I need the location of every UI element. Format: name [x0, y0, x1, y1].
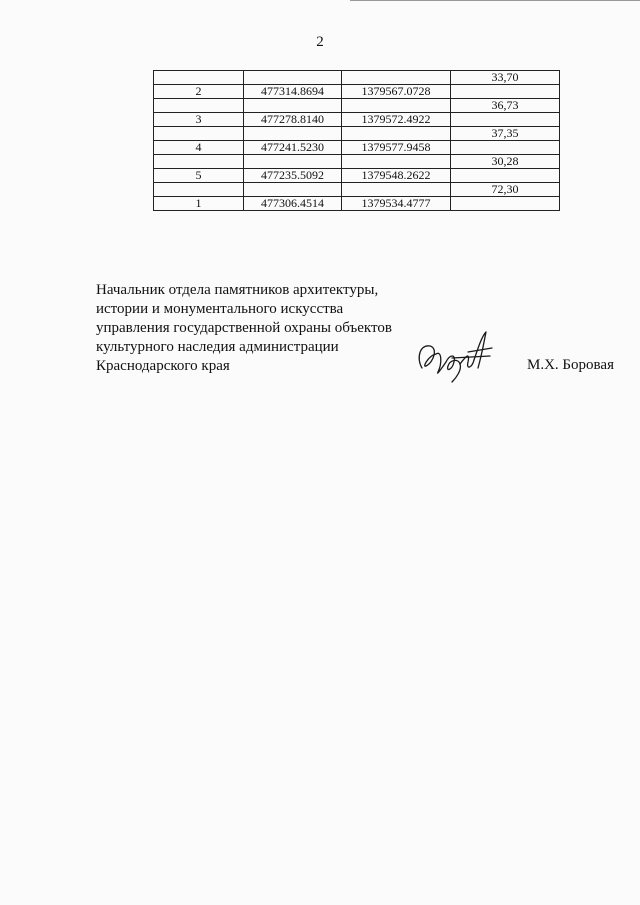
table-cell-len: 37,35 [451, 127, 560, 141]
table-row [154, 99, 560, 113]
table-cell-y [342, 127, 451, 141]
table-row [154, 169, 560, 183]
table-cell-x: 477241.5230 [244, 141, 342, 155]
table-row [154, 141, 560, 155]
table-cell-len: 33,70 [451, 71, 560, 85]
table-row [154, 85, 560, 99]
table-cell-len: 30,28 [451, 155, 560, 169]
table-cell-x: 477306.4514 [244, 197, 342, 211]
table-cell-num [154, 99, 244, 113]
table-cell-len [451, 169, 560, 183]
table-cell-num: 5 [154, 169, 244, 183]
table-cell-y [342, 183, 451, 197]
signatory-title-line: управления государственной охраны объектов [96, 320, 392, 336]
table-cell-y [342, 155, 451, 169]
table-cell-len: 36,73 [451, 99, 560, 113]
table-row [154, 113, 560, 127]
table-row [154, 71, 560, 85]
table-cell-y: 1379572.4922 [342, 113, 451, 127]
table-cell-x [244, 155, 342, 169]
table-cell-y [342, 99, 451, 113]
table-cell-len [451, 85, 560, 99]
table-cell-y [342, 71, 451, 85]
table-row [154, 183, 560, 197]
table-cell-num [154, 71, 244, 85]
table-cell-y: 1379577.9458 [342, 141, 451, 155]
page-number: 2 [316, 34, 324, 50]
table-cell-len [451, 141, 560, 155]
table-cell-num: 3 [154, 113, 244, 127]
table-cell-len [451, 113, 560, 127]
table-cell-num [154, 155, 244, 169]
table-cell-num: 2 [154, 85, 244, 99]
table-cell-y: 1379534.4777 [342, 197, 451, 211]
table-cell-y: 1379548.2622 [342, 169, 451, 183]
page-top-edge [350, 0, 640, 5]
signatory-title-line: Начальник отдела памятников архитектуры, [96, 282, 379, 298]
signatory-title-line: Краснодарского края [96, 358, 230, 374]
table-cell-x [244, 127, 342, 141]
signatory-title [96, 281, 392, 376]
table-cell-num [154, 183, 244, 197]
signatory-title-line: истории и монументального искусства [96, 301, 344, 317]
table-cell-x: 477235.5092 [244, 169, 342, 183]
table-row [154, 127, 560, 141]
table-cell-x [244, 99, 342, 113]
table-cell-len: 72,30 [451, 183, 560, 197]
handwritten-signature [412, 328, 504, 386]
table-cell-num: 4 [154, 141, 244, 155]
table-cell-y: 1379567.0728 [342, 85, 451, 99]
signatory-title-line: культурного наследия администрации [96, 339, 339, 355]
table-cell-num: 1 [154, 197, 244, 211]
signatory-name: М.Х. Боровая [527, 357, 614, 373]
table-cell-x: 477278.8140 [244, 113, 342, 127]
table-cell-x: 477314.8694 [244, 85, 342, 99]
table-cell-x [244, 183, 342, 197]
coordinates-table [153, 70, 560, 211]
table-cell-num [154, 127, 244, 141]
table-row [154, 155, 560, 169]
table-cell-x [244, 71, 342, 85]
table-cell-len [451, 197, 560, 211]
table-row [154, 197, 560, 211]
